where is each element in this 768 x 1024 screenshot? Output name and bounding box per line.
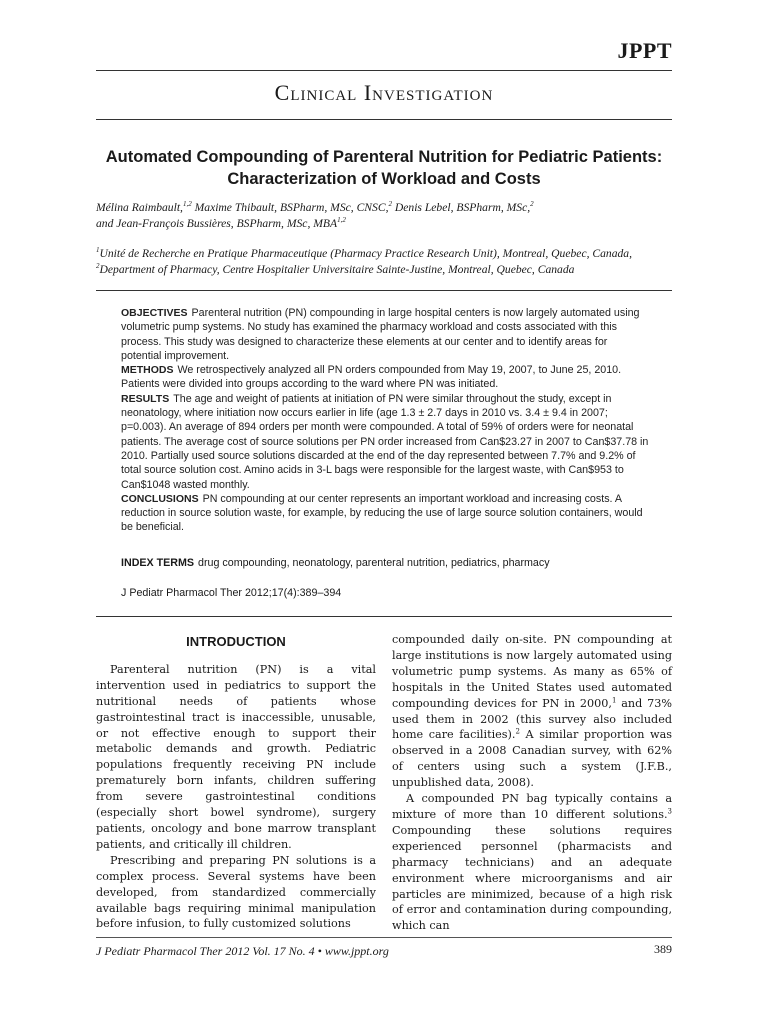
citation-mark: 2 bbox=[515, 727, 520, 736]
author-affiliation-mark: 2 bbox=[530, 200, 534, 209]
index-terms-text: drug compounding, neonatology, parenteral nutrition, pediatrics, pharmacy bbox=[198, 557, 550, 569]
article-title: Automated Compounding of Parenteral Nutrition for Pediatric Patients: Characterization of Workload and Costs bbox=[105, 148, 663, 188]
body-right-column bbox=[392, 632, 672, 934]
objectives-text: Parenteral nutrition (PN) compounding in large hospital centers is now largely automated using volumetric pump systems. No study has examined the pharmacy workload and costs associated with this process. This study was designed to characterize these elements at our center and to identify areas for potential improvement. bbox=[121, 307, 640, 362]
affiliation-text: Unité de Recherche en Pratique Pharmaceutique (Pharmacy Practice Research Unit), Montreal, Quebec, Canada, bbox=[99, 247, 633, 260]
conclusions-text: PN compounding at our center represents an important workload and increasing costs. A reduction in source solution waste, for example, by reducing the use of large source solution containers, would be beneficial. bbox=[121, 492, 643, 534]
author-name: Mélina Raimbault, bbox=[96, 201, 183, 214]
body-left-column bbox=[96, 632, 376, 932]
text-run: A compounded PN bag typically contains a mixture of more than 10 different solutions. bbox=[392, 792, 672, 821]
footer-citation: J Pediatr Pharmacol Ther 2012 Vol. 17 No. 4 • www.jppt.org bbox=[96, 944, 389, 958]
body-paragraph bbox=[392, 632, 672, 791]
affiliation-mark: 2 bbox=[96, 262, 100, 271]
article-citation: J Pediatr Pharmacol Ther 2012;17(4):389–394 bbox=[121, 587, 342, 599]
author-affiliation-mark: 1,2 bbox=[182, 200, 192, 209]
affiliation-mark: 1 bbox=[96, 246, 100, 255]
text-run: A similar proportion was observed in a 2008 Canadian survey, with 62% of centers using such a system (J.F.B., unpublished data, 2008). bbox=[392, 728, 672, 790]
journal-abbreviation: JPPT bbox=[617, 38, 672, 63]
index-terms-label: INDEX TERMS bbox=[121, 557, 195, 569]
text-run: compounded daily on-site. PN compounding at large institutions is now largely automated using volumetric pump systems. As many as 65% of hospitals in the United States used automated compounding devices for PN in 2000, bbox=[392, 633, 672, 710]
introduction-heading: INTRODUCTION bbox=[186, 634, 286, 649]
author-affiliation-mark: 1,2 bbox=[337, 216, 346, 225]
abstract-conclusions bbox=[121, 492, 650, 535]
footer-rule bbox=[96, 937, 672, 938]
results-label: RESULTS bbox=[121, 392, 170, 405]
text-run: and 73% used them in 2002 (this survey also included home care facilities). bbox=[392, 696, 673, 742]
results-text: The age and weight of patients at initiation of PN were similar throughout the study, except in neonatology, where initiation now occurs earlier in life (age 1.3 ± 2.7 days in 2010 vs. 3.4 ± 9.4 in 2007; p=0.003). An average of 894 orders per month were compounded. A total of 59% of orders were for neonatal patients. The average cost of source solutions per PN order increased from Can$23.27 in 2007 to Can$37.78 in 2010. Partially used source solutions discarded at the end of the day represented between 7.7% and 9.2% of total source solution cost. Amino acids in 3-L bags were responsible for the largest waste, with Can$953 to Can$1048 wasted monthly. bbox=[121, 392, 649, 491]
abstract-results bbox=[121, 392, 650, 492]
conclusions-label: CONCLUSIONS bbox=[121, 492, 199, 505]
page-number: 389 bbox=[654, 942, 672, 956]
affiliation-item bbox=[96, 246, 678, 262]
abstract-objectives bbox=[121, 306, 650, 363]
affiliation-item bbox=[96, 262, 678, 278]
body-paragraph: Prescribing and preparing PN solutions is a complex process. Several systems have been developed, from standardized commercially available bags requiring minimal manipulation before infusion, to fully customized solutions bbox=[96, 853, 376, 931]
abstract-methods bbox=[121, 363, 650, 392]
author-affiliation-mark: 2 bbox=[388, 200, 392, 209]
abstract bbox=[121, 306, 650, 535]
author-name: Denis Lebel, BSPharm, MSc, bbox=[394, 201, 531, 214]
methods-label: METHODS bbox=[121, 364, 174, 377]
body-paragraph bbox=[392, 791, 672, 934]
affiliation-text: Department of Pharmacy, Centre Hospitalier Universitaire Sainte-Justine, Montreal, Quebec, Canada bbox=[99, 263, 575, 276]
text-run: Compounding these solutions requires experienced personnel (pharmacists and pharmacy technicians) and an adequate environment where microorganisms and air particles are minimized, because of a high risk of error and contamination during compounding, which can bbox=[392, 823, 672, 933]
author-name: Maxime Thibault, BSPharm, MSc, CNSC, bbox=[194, 201, 389, 214]
citation-mark: 3 bbox=[667, 807, 672, 816]
section-heading: Clinical Investigation bbox=[274, 80, 494, 105]
methods-text: We retrospectively analyzed all PN orders compounded from May 19, 2007, to June 25, 2010. Patients were divided into groups according to the ward where PN was initiated. bbox=[121, 364, 622, 391]
index-terms bbox=[121, 556, 650, 570]
author-name: and Jean-François Bussières, BSPharm, MSc, MBA bbox=[96, 217, 338, 230]
header-top-rule bbox=[96, 70, 672, 71]
body-paragraph: Parenteral nutrition (PN) is a vital intervention used in pediatrics to support the nutritional needs of patients whose gastrointestinal tract is inaccessible, unusable, or not effective enough to support their metabolic demands and growth. Pediatric populations frequently receiving PN include prematurely born infants, children suffering from severe gastrointestinal conditions (especially short bowel syndrome), surgery patients, oncology and bone marrow transplant patients, and critically ill children. bbox=[96, 662, 376, 851]
author-list bbox=[96, 200, 672, 232]
header-bottom-rule bbox=[96, 119, 672, 120]
affiliation-list bbox=[96, 246, 678, 278]
objectives-label: OBJECTIVES bbox=[121, 307, 188, 319]
citation-mark: 1 bbox=[611, 695, 617, 704]
